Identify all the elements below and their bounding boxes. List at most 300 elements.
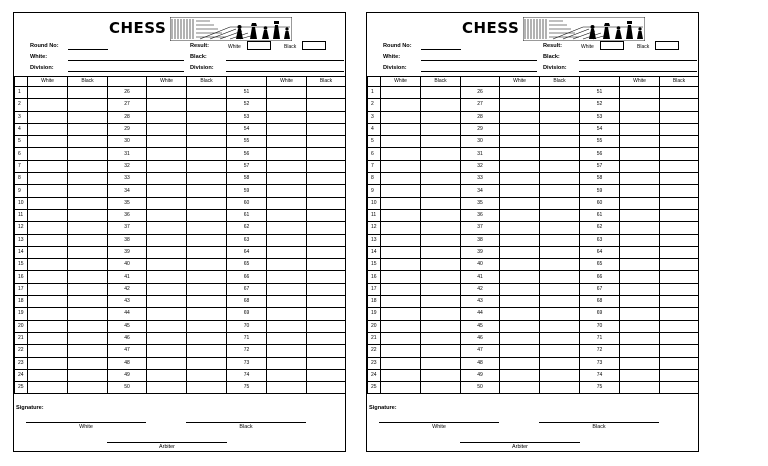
white-move-cell[interactable]	[381, 259, 421, 271]
black-move-cell[interactable]	[421, 148, 461, 160]
white-move-cell[interactable]	[500, 185, 540, 197]
white-move-cell[interactable]	[147, 345, 187, 357]
black-move-cell[interactable]	[68, 148, 108, 160]
white-move-cell[interactable]	[620, 136, 660, 148]
black-move-cell[interactable]	[540, 308, 580, 320]
black-move-cell[interactable]	[307, 87, 346, 99]
black-move-cell[interactable]	[187, 308, 227, 320]
white-move-cell[interactable]	[620, 308, 660, 320]
black-move-cell[interactable]	[187, 99, 227, 111]
black-move-cell[interactable]	[421, 185, 461, 197]
white-signature-line[interactable]	[26, 422, 146, 423]
black-move-cell[interactable]	[660, 99, 699, 111]
white-move-cell[interactable]	[381, 87, 421, 99]
black-move-cell[interactable]	[307, 369, 346, 381]
black-move-cell[interactable]	[540, 197, 580, 209]
black-move-cell[interactable]	[660, 136, 699, 148]
white-move-cell[interactable]	[620, 148, 660, 160]
white-move-cell[interactable]	[500, 222, 540, 234]
white-move-cell[interactable]	[620, 320, 660, 332]
black-move-cell[interactable]	[187, 111, 227, 123]
black-move-cell[interactable]	[660, 234, 699, 246]
white-move-cell[interactable]	[381, 308, 421, 320]
black-move-cell[interactable]	[68, 234, 108, 246]
white-move-cell[interactable]	[500, 283, 540, 295]
black-move-cell[interactable]	[660, 357, 699, 369]
white-move-cell[interactable]	[28, 345, 68, 357]
white-move-cell[interactable]	[500, 123, 540, 135]
black-move-cell[interactable]	[187, 345, 227, 357]
black-move-cell[interactable]	[187, 87, 227, 99]
white-move-cell[interactable]	[381, 283, 421, 295]
white-move-cell[interactable]	[28, 197, 68, 209]
white-move-cell[interactable]	[267, 259, 307, 271]
black-move-cell[interactable]	[421, 234, 461, 246]
black-move-cell[interactable]	[421, 271, 461, 283]
white-move-cell[interactable]	[267, 136, 307, 148]
black-move-cell[interactable]	[540, 320, 580, 332]
white-move-cell[interactable]	[381, 369, 421, 381]
black-move-cell[interactable]	[540, 345, 580, 357]
black-move-cell[interactable]	[540, 173, 580, 185]
white-move-cell[interactable]	[381, 123, 421, 135]
result-white-box[interactable]	[600, 41, 624, 50]
white-move-cell[interactable]	[28, 296, 68, 308]
black-move-cell[interactable]	[540, 382, 580, 394]
black-move-cell[interactable]	[307, 308, 346, 320]
black-move-cell[interactable]	[187, 185, 227, 197]
black-move-cell[interactable]	[68, 271, 108, 283]
arbiter-signature-line[interactable]	[460, 442, 580, 443]
black-move-cell[interactable]	[421, 345, 461, 357]
black-move-cell[interactable]	[307, 136, 346, 148]
black-move-cell[interactable]	[307, 271, 346, 283]
white-move-cell[interactable]	[267, 283, 307, 295]
black-move-cell[interactable]	[540, 369, 580, 381]
black-move-cell[interactable]	[187, 320, 227, 332]
black-move-cell[interactable]	[421, 296, 461, 308]
black-move-cell[interactable]	[421, 357, 461, 369]
black-signature-line[interactable]	[539, 422, 659, 423]
black-move-cell[interactable]	[68, 173, 108, 185]
white-move-cell[interactable]	[500, 99, 540, 111]
black-move-cell[interactable]	[421, 87, 461, 99]
white-move-cell[interactable]	[147, 209, 187, 221]
white-move-cell[interactable]	[28, 209, 68, 221]
white-move-cell[interactable]	[620, 332, 660, 344]
black-move-cell[interactable]	[421, 259, 461, 271]
black-move-cell[interactable]	[660, 209, 699, 221]
white-move-cell[interactable]	[620, 99, 660, 111]
white-move-cell[interactable]	[267, 160, 307, 172]
white-move-cell[interactable]	[147, 160, 187, 172]
white-move-cell[interactable]	[267, 222, 307, 234]
white-move-cell[interactable]	[267, 369, 307, 381]
white-move-cell[interactable]	[267, 345, 307, 357]
white-move-cell[interactable]	[28, 148, 68, 160]
white-move-cell[interactable]	[620, 357, 660, 369]
black-move-cell[interactable]	[421, 111, 461, 123]
white-move-cell[interactable]	[147, 259, 187, 271]
white-move-cell[interactable]	[147, 123, 187, 135]
white-move-cell[interactable]	[381, 246, 421, 258]
white-move-cell[interactable]	[500, 308, 540, 320]
black-signature-line[interactable]	[186, 422, 306, 423]
black-move-cell[interactable]	[307, 173, 346, 185]
white-move-cell[interactable]	[147, 148, 187, 160]
white-move-cell[interactable]	[620, 271, 660, 283]
white-move-cell[interactable]	[620, 283, 660, 295]
black-move-cell[interactable]	[540, 209, 580, 221]
black-move-cell[interactable]	[187, 222, 227, 234]
black-move-cell[interactable]	[187, 160, 227, 172]
white-move-cell[interactable]	[147, 246, 187, 258]
black-move-cell[interactable]	[660, 197, 699, 209]
white-move-cell[interactable]	[28, 99, 68, 111]
black-move-cell[interactable]	[540, 123, 580, 135]
black-move-cell[interactable]	[68, 382, 108, 394]
black-move-cell[interactable]	[540, 87, 580, 99]
black-move-cell[interactable]	[187, 173, 227, 185]
black-move-cell[interactable]	[660, 148, 699, 160]
black-move-cell[interactable]	[421, 136, 461, 148]
black-move-cell[interactable]	[307, 246, 346, 258]
white-move-cell[interactable]	[147, 271, 187, 283]
white-move-cell[interactable]	[267, 185, 307, 197]
black-move-cell[interactable]	[540, 136, 580, 148]
white-move-cell[interactable]	[381, 332, 421, 344]
white-move-cell[interactable]	[620, 222, 660, 234]
black-move-cell[interactable]	[187, 332, 227, 344]
white-move-cell[interactable]	[500, 246, 540, 258]
black-move-cell[interactable]	[421, 160, 461, 172]
white-move-cell[interactable]	[28, 369, 68, 381]
black-move-cell[interactable]	[660, 259, 699, 271]
white-move-cell[interactable]	[381, 185, 421, 197]
black-move-cell[interactable]	[660, 308, 699, 320]
white-move-cell[interactable]	[500, 234, 540, 246]
black-move-cell[interactable]	[421, 222, 461, 234]
black-move-cell[interactable]	[307, 234, 346, 246]
white-move-cell[interactable]	[147, 382, 187, 394]
division-right-field[interactable]	[226, 71, 344, 72]
black-move-cell[interactable]	[68, 320, 108, 332]
white-move-cell[interactable]	[28, 173, 68, 185]
white-move-cell[interactable]	[381, 209, 421, 221]
black-move-cell[interactable]	[421, 382, 461, 394]
black-move-cell[interactable]	[68, 99, 108, 111]
white-move-cell[interactable]	[28, 136, 68, 148]
white-move-cell[interactable]	[267, 209, 307, 221]
white-move-cell[interactable]	[28, 234, 68, 246]
black-move-cell[interactable]	[540, 99, 580, 111]
white-move-cell[interactable]	[267, 271, 307, 283]
white-move-cell[interactable]	[500, 209, 540, 221]
white-move-cell[interactable]	[147, 308, 187, 320]
white-move-cell[interactable]	[267, 332, 307, 344]
black-move-cell[interactable]	[660, 332, 699, 344]
white-move-cell[interactable]	[267, 320, 307, 332]
white-move-cell[interactable]	[267, 197, 307, 209]
white-move-cell[interactable]	[147, 332, 187, 344]
black-move-cell[interactable]	[540, 271, 580, 283]
black-move-cell[interactable]	[660, 111, 699, 123]
black-move-cell[interactable]	[187, 246, 227, 258]
black-move-cell[interactable]	[540, 222, 580, 234]
white-move-cell[interactable]	[28, 87, 68, 99]
white-move-cell[interactable]	[28, 332, 68, 344]
white-move-cell[interactable]	[267, 234, 307, 246]
black-move-cell[interactable]	[421, 308, 461, 320]
white-move-cell[interactable]	[267, 382, 307, 394]
white-move-cell[interactable]	[28, 382, 68, 394]
black-move-cell[interactable]	[307, 111, 346, 123]
white-move-cell[interactable]	[28, 283, 68, 295]
white-move-cell[interactable]	[147, 357, 187, 369]
black-move-cell[interactable]	[68, 136, 108, 148]
white-move-cell[interactable]	[267, 357, 307, 369]
white-move-cell[interactable]	[500, 271, 540, 283]
white-move-cell[interactable]	[147, 320, 187, 332]
black-move-cell[interactable]	[187, 197, 227, 209]
white-move-cell[interactable]	[28, 111, 68, 123]
black-move-cell[interactable]	[68, 332, 108, 344]
white-move-cell[interactable]	[381, 382, 421, 394]
white-move-cell[interactable]	[28, 185, 68, 197]
white-move-cell[interactable]	[28, 357, 68, 369]
white-move-cell[interactable]	[267, 123, 307, 135]
white-move-cell[interactable]	[620, 259, 660, 271]
black-move-cell[interactable]	[660, 246, 699, 258]
black-move-cell[interactable]	[540, 357, 580, 369]
white-move-cell[interactable]	[28, 259, 68, 271]
black-move-cell[interactable]	[421, 173, 461, 185]
white-move-cell[interactable]	[381, 160, 421, 172]
black-move-cell[interactable]	[307, 357, 346, 369]
black-move-cell[interactable]	[421, 246, 461, 258]
white-move-cell[interactable]	[28, 308, 68, 320]
white-move-cell[interactable]	[620, 87, 660, 99]
white-move-cell[interactable]	[620, 185, 660, 197]
black-move-cell[interactable]	[307, 320, 346, 332]
white-move-cell[interactable]	[381, 136, 421, 148]
black-move-cell[interactable]	[421, 332, 461, 344]
white-move-cell[interactable]	[381, 296, 421, 308]
white-player-field[interactable]	[68, 60, 184, 61]
black-move-cell[interactable]	[660, 369, 699, 381]
black-move-cell[interactable]	[540, 148, 580, 160]
black-move-cell[interactable]	[307, 332, 346, 344]
result-black-box[interactable]	[655, 41, 679, 50]
white-move-cell[interactable]	[620, 246, 660, 258]
round-field[interactable]	[421, 49, 461, 50]
black-move-cell[interactable]	[660, 87, 699, 99]
black-move-cell[interactable]	[187, 369, 227, 381]
black-move-cell[interactable]	[660, 382, 699, 394]
white-move-cell[interactable]	[267, 296, 307, 308]
black-move-cell[interactable]	[421, 320, 461, 332]
white-move-cell[interactable]	[500, 160, 540, 172]
white-move-cell[interactable]	[500, 320, 540, 332]
white-move-cell[interactable]	[500, 148, 540, 160]
white-move-cell[interactable]	[620, 209, 660, 221]
black-move-cell[interactable]	[68, 123, 108, 135]
white-move-cell[interactable]	[267, 87, 307, 99]
black-move-cell[interactable]	[540, 234, 580, 246]
white-move-cell[interactable]	[620, 345, 660, 357]
white-move-cell[interactable]	[147, 197, 187, 209]
black-move-cell[interactable]	[68, 197, 108, 209]
white-move-cell[interactable]	[147, 185, 187, 197]
white-move-cell[interactable]	[381, 148, 421, 160]
division-left-field[interactable]	[421, 71, 537, 72]
black-move-cell[interactable]	[307, 99, 346, 111]
white-move-cell[interactable]	[147, 369, 187, 381]
black-move-cell[interactable]	[307, 185, 346, 197]
black-move-cell[interactable]	[68, 185, 108, 197]
black-player-field[interactable]	[579, 60, 697, 61]
white-move-cell[interactable]	[28, 160, 68, 172]
white-move-cell[interactable]	[147, 87, 187, 99]
white-move-cell[interactable]	[267, 308, 307, 320]
white-move-cell[interactable]	[500, 259, 540, 271]
black-move-cell[interactable]	[660, 283, 699, 295]
white-move-cell[interactable]	[381, 357, 421, 369]
black-move-cell[interactable]	[660, 160, 699, 172]
black-move-cell[interactable]	[187, 271, 227, 283]
white-move-cell[interactable]	[500, 332, 540, 344]
black-move-cell[interactable]	[187, 357, 227, 369]
arbiter-signature-line[interactable]	[107, 442, 227, 443]
black-move-cell[interactable]	[307, 160, 346, 172]
black-move-cell[interactable]	[187, 234, 227, 246]
black-move-cell[interactable]	[68, 357, 108, 369]
black-move-cell[interactable]	[421, 209, 461, 221]
black-move-cell[interactable]	[307, 382, 346, 394]
black-move-cell[interactable]	[660, 271, 699, 283]
white-move-cell[interactable]	[147, 111, 187, 123]
white-move-cell[interactable]	[381, 99, 421, 111]
black-move-cell[interactable]	[660, 123, 699, 135]
black-move-cell[interactable]	[68, 308, 108, 320]
black-move-cell[interactable]	[540, 332, 580, 344]
white-move-cell[interactable]	[147, 234, 187, 246]
black-move-cell[interactable]	[307, 259, 346, 271]
black-move-cell[interactable]	[660, 173, 699, 185]
result-white-box[interactable]	[247, 41, 271, 50]
division-right-field[interactable]	[579, 71, 697, 72]
black-move-cell[interactable]	[307, 345, 346, 357]
black-move-cell[interactable]	[68, 369, 108, 381]
round-field[interactable]	[68, 49, 108, 50]
black-move-cell[interactable]	[307, 296, 346, 308]
black-move-cell[interactable]	[660, 345, 699, 357]
black-move-cell[interactable]	[68, 160, 108, 172]
white-move-cell[interactable]	[267, 148, 307, 160]
white-move-cell[interactable]	[28, 271, 68, 283]
white-move-cell[interactable]	[267, 246, 307, 258]
black-move-cell[interactable]	[307, 283, 346, 295]
white-move-cell[interactable]	[620, 111, 660, 123]
black-move-cell[interactable]	[68, 87, 108, 99]
white-move-cell[interactable]	[500, 136, 540, 148]
black-move-cell[interactable]	[187, 296, 227, 308]
black-move-cell[interactable]	[187, 382, 227, 394]
white-move-cell[interactable]	[267, 99, 307, 111]
white-move-cell[interactable]	[28, 222, 68, 234]
white-move-cell[interactable]	[147, 173, 187, 185]
white-move-cell[interactable]	[28, 246, 68, 258]
black-move-cell[interactable]	[540, 160, 580, 172]
white-move-cell[interactable]	[267, 173, 307, 185]
white-move-cell[interactable]	[500, 382, 540, 394]
black-move-cell[interactable]	[660, 320, 699, 332]
white-move-cell[interactable]	[620, 234, 660, 246]
black-move-cell[interactable]	[68, 246, 108, 258]
white-move-cell[interactable]	[500, 111, 540, 123]
result-black-box[interactable]	[302, 41, 326, 50]
white-move-cell[interactable]	[500, 357, 540, 369]
black-move-cell[interactable]	[540, 259, 580, 271]
black-move-cell[interactable]	[68, 296, 108, 308]
black-move-cell[interactable]	[540, 296, 580, 308]
white-move-cell[interactable]	[147, 222, 187, 234]
black-move-cell[interactable]	[540, 111, 580, 123]
black-move-cell[interactable]	[421, 123, 461, 135]
white-move-cell[interactable]	[620, 123, 660, 135]
white-move-cell[interactable]	[620, 173, 660, 185]
white-move-cell[interactable]	[147, 136, 187, 148]
white-signature-line[interactable]	[379, 422, 499, 423]
black-player-field[interactable]	[226, 60, 344, 61]
black-move-cell[interactable]	[421, 283, 461, 295]
black-move-cell[interactable]	[187, 209, 227, 221]
white-move-cell[interactable]	[500, 345, 540, 357]
white-move-cell[interactable]	[620, 369, 660, 381]
black-move-cell[interactable]	[421, 369, 461, 381]
black-move-cell[interactable]	[660, 222, 699, 234]
black-move-cell[interactable]	[307, 197, 346, 209]
white-move-cell[interactable]	[500, 197, 540, 209]
white-move-cell[interactable]	[147, 296, 187, 308]
black-move-cell[interactable]	[540, 185, 580, 197]
white-move-cell[interactable]	[381, 222, 421, 234]
white-move-cell[interactable]	[381, 345, 421, 357]
white-move-cell[interactable]	[267, 111, 307, 123]
white-move-cell[interactable]	[620, 296, 660, 308]
white-move-cell[interactable]	[381, 173, 421, 185]
black-move-cell[interactable]	[540, 246, 580, 258]
black-move-cell[interactable]	[187, 283, 227, 295]
white-move-cell[interactable]	[500, 296, 540, 308]
white-move-cell[interactable]	[500, 87, 540, 99]
division-left-field[interactable]	[68, 71, 184, 72]
white-move-cell[interactable]	[381, 320, 421, 332]
black-move-cell[interactable]	[68, 259, 108, 271]
black-move-cell[interactable]	[187, 123, 227, 135]
white-move-cell[interactable]	[620, 382, 660, 394]
white-move-cell[interactable]	[147, 99, 187, 111]
black-move-cell[interactable]	[68, 209, 108, 221]
black-move-cell[interactable]	[660, 185, 699, 197]
white-move-cell[interactable]	[147, 283, 187, 295]
black-move-cell[interactable]	[307, 222, 346, 234]
white-move-cell[interactable]	[381, 197, 421, 209]
black-move-cell[interactable]	[187, 148, 227, 160]
white-move-cell[interactable]	[381, 111, 421, 123]
white-player-field[interactable]	[421, 60, 537, 61]
white-move-cell[interactable]	[28, 320, 68, 332]
